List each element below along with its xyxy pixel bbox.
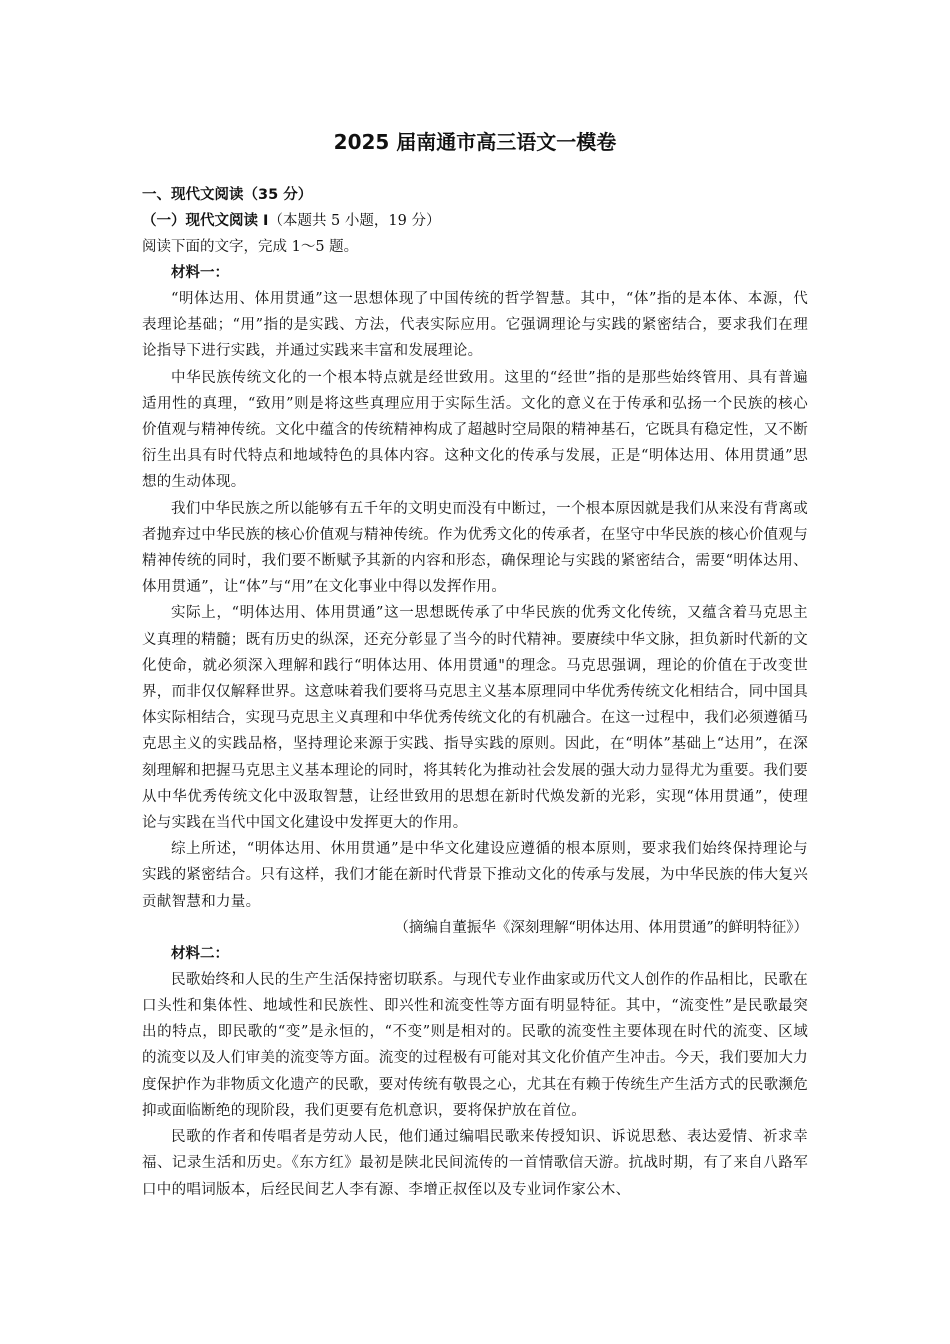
material-one-source: （摘编自董振华《深刻理解“明体达用、体用贯通”的鲜明特征》） [394,919,808,936]
material-one-paragraph: 综上所述，“明体达用、休用贯通”是中华文化建设应遵循的根本原则，要求我们始终保持理论与实践的紧密结合。只有这样，我们才能在新时代背景下推动文化的传承与发展，为中华民族的伟大复兴贡献智慧和力量。 [142,841,808,910]
material-two-heading: 材料二： [171,945,229,962]
material-one-paragraph: 我们中华民族之所以能够有五千年的文明史而没有中断过，一个根本原因就是我们从来没有背离或者抛弃过中华民族的核心价值观与精神传统。作为优秀文化的传承者，在坚守中华民族的核心价值观与精神传统的同时，我们要不断赋予其新的内容和形态，确保理论与实践的紧密结合，需要“明体达用、体用贯通”，让“体”与“用”在文化事业中得以发挥作用。 [142,500,808,596]
reading-instruction: 阅读下面的文字，完成 1～5 题。 [142,239,359,255]
material-two-paragraph: 民歌始终和人民的生产生活保持密切联系。与现代专业作曲家或历代文人创作的作品相比，民歌在口头性和集体性、地域性和民族性、即兴性和流变性等方面有明显特征。其中，“流变性”是民歌最突出的特点，即民歌的“变”是永恒的，“不变”则是相对的。民歌的流变性主要体现在时代的流变、区域的流变以及人们审美的流变等方面。流变的过程极有可能对其文化价值产生冲击。今天，我们要加大力度保护作为非物质文化遗产的民歌，要对传统有敬畏之心，尤其在有赖于传统生产生活方式的民歌濒危抑或面临断绝的现阶段，我们更要有危机意识，要将保护放在首位。 [142,971,808,1119]
material-two-paragraph: 民歌的作者和传唱者是劳动人民，他们通过编唱民歌来传授知识、诉说思愁、表达爱情、祈求幸福、记录生活和历史。《东方红》最初是陕北民间流传的一首情歌信天游。抗战时期，有了来自八路军口中的唱词版本，后经民间艺人李有源、李增正叔侄以及专业词作家公木、 [142,1129,808,1198]
material-one-heading: 材料一： [171,265,229,281]
material-one-paragraph: “明体达用、体用贯通”这一思想体现了中国传统的哲学智慧。其中，“体”指的是本体、本源，代表理论基础；“用”指的是实践、方法，代表实际应用。它强调理论与实践的紧密结合，要求我们在理论指导下进行实践，并通过实践来丰富和发展理论。 [142,291,808,360]
part-note: （本题共 5 小题，19 分） [268,213,441,229]
document-title: 2025 届南通市高三语文一模卷 [333,130,617,154]
section-heading: 一、现代文阅读（35 分） [142,187,313,203]
part-label: （一）现代文阅读 I [142,213,269,229]
material-one-paragraph: 实际上，“明体达用、体用贯通”这一思想既传承了中华民族的优秀文化传统，又蕴含着马克思主义真理的精髓；既有历史的纵深，还充分彰显了当今的时代精神。要赓续中华文脉，担负新时代新的文化使命，就必须深入理解和践行“明体达用、体用贯通"的理念。马克思强调，理论的价值在于改变世界，而非仅仅解释世界。这意味着我们要将马克思主义基本原理同中华优秀传统文化相结合，同中国具体实际相结合，实现马克思主义真理和中华优秀传统文化的有机融合。在这一过程中，我们必须遵循马克思主义的实践品格，坚持理论来源于实践、指导实践的原则。因此，在“明体”基础上“达用”，在深刻理解和把握马克思主义基本理论的同时，将其转化为推动社会发展的强大动力显得尤为重要。我们要从中华优秀传统文化中汲取智慧，让经世致用的思想在新时代焕发新的光彩，实现“体用贯通”，使理论与实践在当代中国文化建设中发挥更大的作用。 [142,605,808,832]
material-one-paragraph: 中华民族传统文化的一个根本特点就是经世致用。这里的“经世”指的是那些始终管用、具有普遍适用性的真理，“致用”则是将这些真理应用于实际生活。文化的意义在于传承和弘扬一个民族的核心价值观与精神传统。文化中蕴含的传统精神构成了超越时空局限的精神基石，它既具有稳定性，又不断衍生出具有时代特点和地域特色的具体内容。这种文化的传承与发展，正是“明体达用、体用贯通”思想的生动体现。 [142,369,808,491]
part-heading [142,208,808,234]
